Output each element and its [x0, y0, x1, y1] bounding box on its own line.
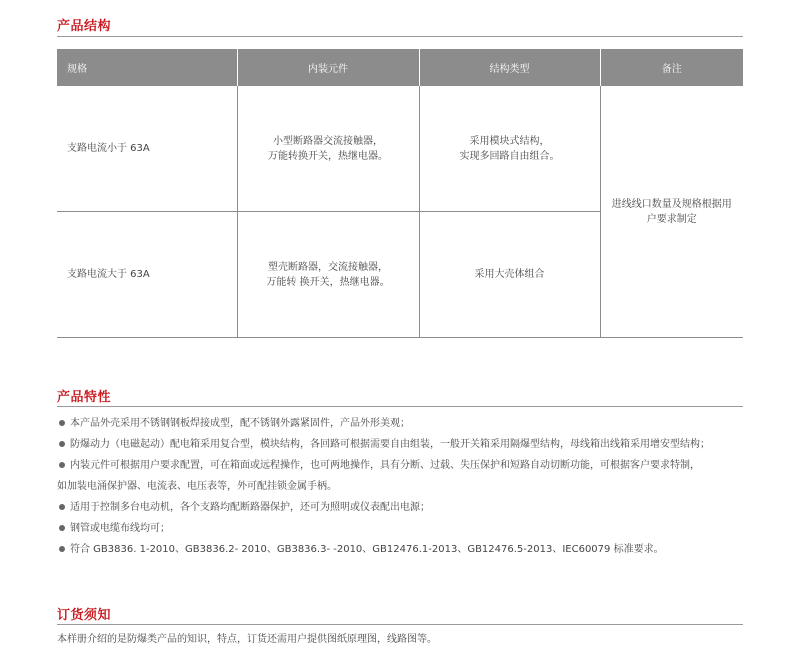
- list-item: [57, 434, 757, 455]
- list-item: [57, 497, 757, 518]
- header-structure-type: 结构类型: [419, 49, 600, 86]
- order-text: 本样册介绍的是防爆类产品的知识，特点，订货还需用户提供图纸原理图，线路图等。: [57, 634, 437, 645]
- bullet-icon: [59, 462, 65, 468]
- cell-line: 户要求制定: [646, 213, 697, 225]
- cell-components: [237, 86, 419, 212]
- cell-spec: 支路电流小于 63A: [57, 86, 237, 212]
- header-notes: 备注: [600, 49, 743, 86]
- bullet-icon: [59, 420, 65, 426]
- cell-line: 塑壳断路器，交流接触器，: [268, 261, 388, 273]
- table-row: [57, 86, 743, 212]
- cell-notes: [600, 86, 743, 338]
- header-spec: 规格: [57, 49, 237, 86]
- list-item-text: 适用于控制多台电动机，各个支路均配断路器保护，还可为照明或仪表配出电源；: [70, 502, 430, 513]
- list-item: [57, 455, 757, 476]
- list-item: [57, 518, 757, 539]
- cell-line: 实现多回路自由组合。: [459, 150, 560, 162]
- list-item-text: 符合 GB3836. 1-2010、GB3836.2- 2010、GB3836.3- -2010、GB12476.1-2013、GB12476.5-2013、IEC60079 标准要求。: [70, 544, 664, 555]
- cell-components: [237, 212, 419, 338]
- list-item-text: 本产品外壳采用不锈钢钢板焊接成型，配不锈钢外露紧固件，产品外形美观；: [70, 418, 410, 429]
- section-title-structure: 产品结构: [57, 19, 112, 34]
- list-item: [57, 539, 757, 560]
- list-item: [57, 413, 757, 434]
- cell-structure-type: [419, 212, 600, 338]
- header-components: 内装元件: [237, 49, 419, 86]
- list-item-text: 如加装电涌保护器、电流表、电压表等，外可配挂锁金属手柄。: [57, 481, 337, 492]
- cell-structure-type: [419, 86, 600, 212]
- cell-line: 采用大壳体组合: [474, 269, 545, 280]
- bullet-icon: [59, 525, 65, 531]
- section-title-features: 产品特性: [57, 390, 112, 405]
- section-divider: [57, 406, 743, 407]
- list-item-text: 内装元件可根据用户要求配置，可在箱面或远程操作，也可两地操作，具有分断、过载、失压保护和短路自动切断功能，可根据客户要求特制，: [70, 460, 700, 471]
- bullet-icon: [59, 441, 65, 447]
- section-title-order: 订货须知: [57, 608, 112, 623]
- section-divider: [57, 36, 743, 37]
- bullet-icon: [59, 504, 65, 510]
- cell-spec: 支路电流大于 63A: [57, 212, 237, 338]
- list-item-text: 防爆动力（电磁起动）配电箱采用复合型，模块结构，各回路可根据需要自由组装，一般开关箱采用隔爆型结构，母线箱出线箱采用增安型结构；: [70, 439, 710, 450]
- cell-line: 万能转 换开关，热继电器。: [266, 276, 390, 288]
- cell-line: 采用模块式结构，: [469, 135, 550, 147]
- features-list: [57, 413, 757, 560]
- section-divider: [57, 624, 743, 625]
- list-item-text: 钢管或电缆布线均可；: [70, 523, 170, 534]
- cell-line: 小型断路器交流接触器，: [273, 135, 383, 147]
- structure-table: [57, 49, 743, 338]
- list-item-continuation: [57, 476, 757, 497]
- bullet-icon: [59, 546, 65, 552]
- cell-line: 进线线口数量及规格根据用: [611, 198, 732, 210]
- cell-line: 万能转换开关，热继电器。: [268, 150, 388, 162]
- table-header-row: [57, 49, 743, 86]
